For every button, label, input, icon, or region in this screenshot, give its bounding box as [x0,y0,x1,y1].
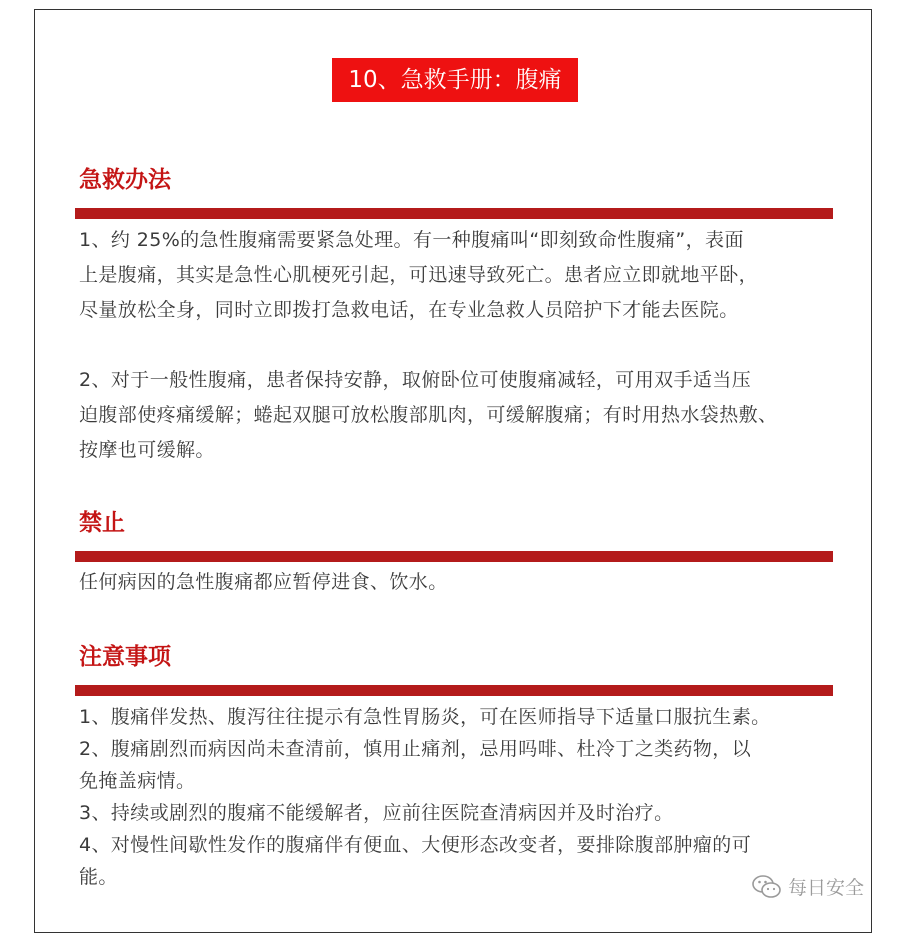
notes-list [79,701,771,893]
text-line: 上是腹痛，其实是急性心肌梗死引起，可迅速导致死亡。患者应立即就地平卧， [79,264,759,286]
list-item: 能。 [79,866,118,888]
text-line: 任何病因的急性腹痛都应暂停进食、饮水。 [79,571,448,593]
section-divider-notes [75,685,833,696]
list-item: 3、持续或剧烈的腹痛不能缓解者，应前往医院查清病因并及时治疗。 [79,802,674,824]
prohibited-text [79,565,448,600]
first-aid-paragraph-2 [79,363,777,468]
list-item: 4、对慢性间歇性发作的腹痛伴有便血、大便形态改变者，要排除腹部肿瘤的可 [79,834,752,856]
page-title: 10、急救手册：腹痛 [348,66,562,93]
list-item: 2、腹痛剧烈而病因尚未查清前，慎用止痛剂，忌用吗啡、杜冷丁之类药物，以 [79,738,752,760]
wechat-icon [752,874,782,900]
list-item: 1、腹痛伴发热、腹泻往往提示有急性胃肠炎，可在医师指导下适量口服抗生素。 [79,706,771,728]
text-line: 2、对于一般性腹痛，患者保持安静，取俯卧位可使腹痛减轻，可用双手适当压 [79,369,752,391]
watermark-text: 每日安全 [788,877,865,899]
section-divider-prohibited [75,551,833,562]
section-heading-prohibited: 禁止 [79,510,125,536]
first-aid-paragraph-1 [79,223,758,328]
text-line: 1、约 25%的急性腹痛需要紧急处理。有一种腹痛叫“即刻致命性腹痛”，表面 [79,229,744,251]
section-heading-notes: 注意事项 [79,644,171,670]
section-heading-first-aid: 急救办法 [79,167,171,193]
text-line: 迫腹部使疼痛缓解；蜷起双腿可放松腹部肌肉，可缓解腹痛；有时用热水袋热敷、 [79,404,778,426]
watermark [752,873,911,900]
title-banner [332,58,578,102]
text-line: 尽量放松全身，同时立即拨打急救电话，在专业急救人员陪护下才能去医院。 [79,299,739,321]
text-line: 按摩也可缓解。 [79,439,215,461]
list-item: 免掩盖病情。 [79,770,196,792]
section-divider-first-aid [75,208,833,219]
